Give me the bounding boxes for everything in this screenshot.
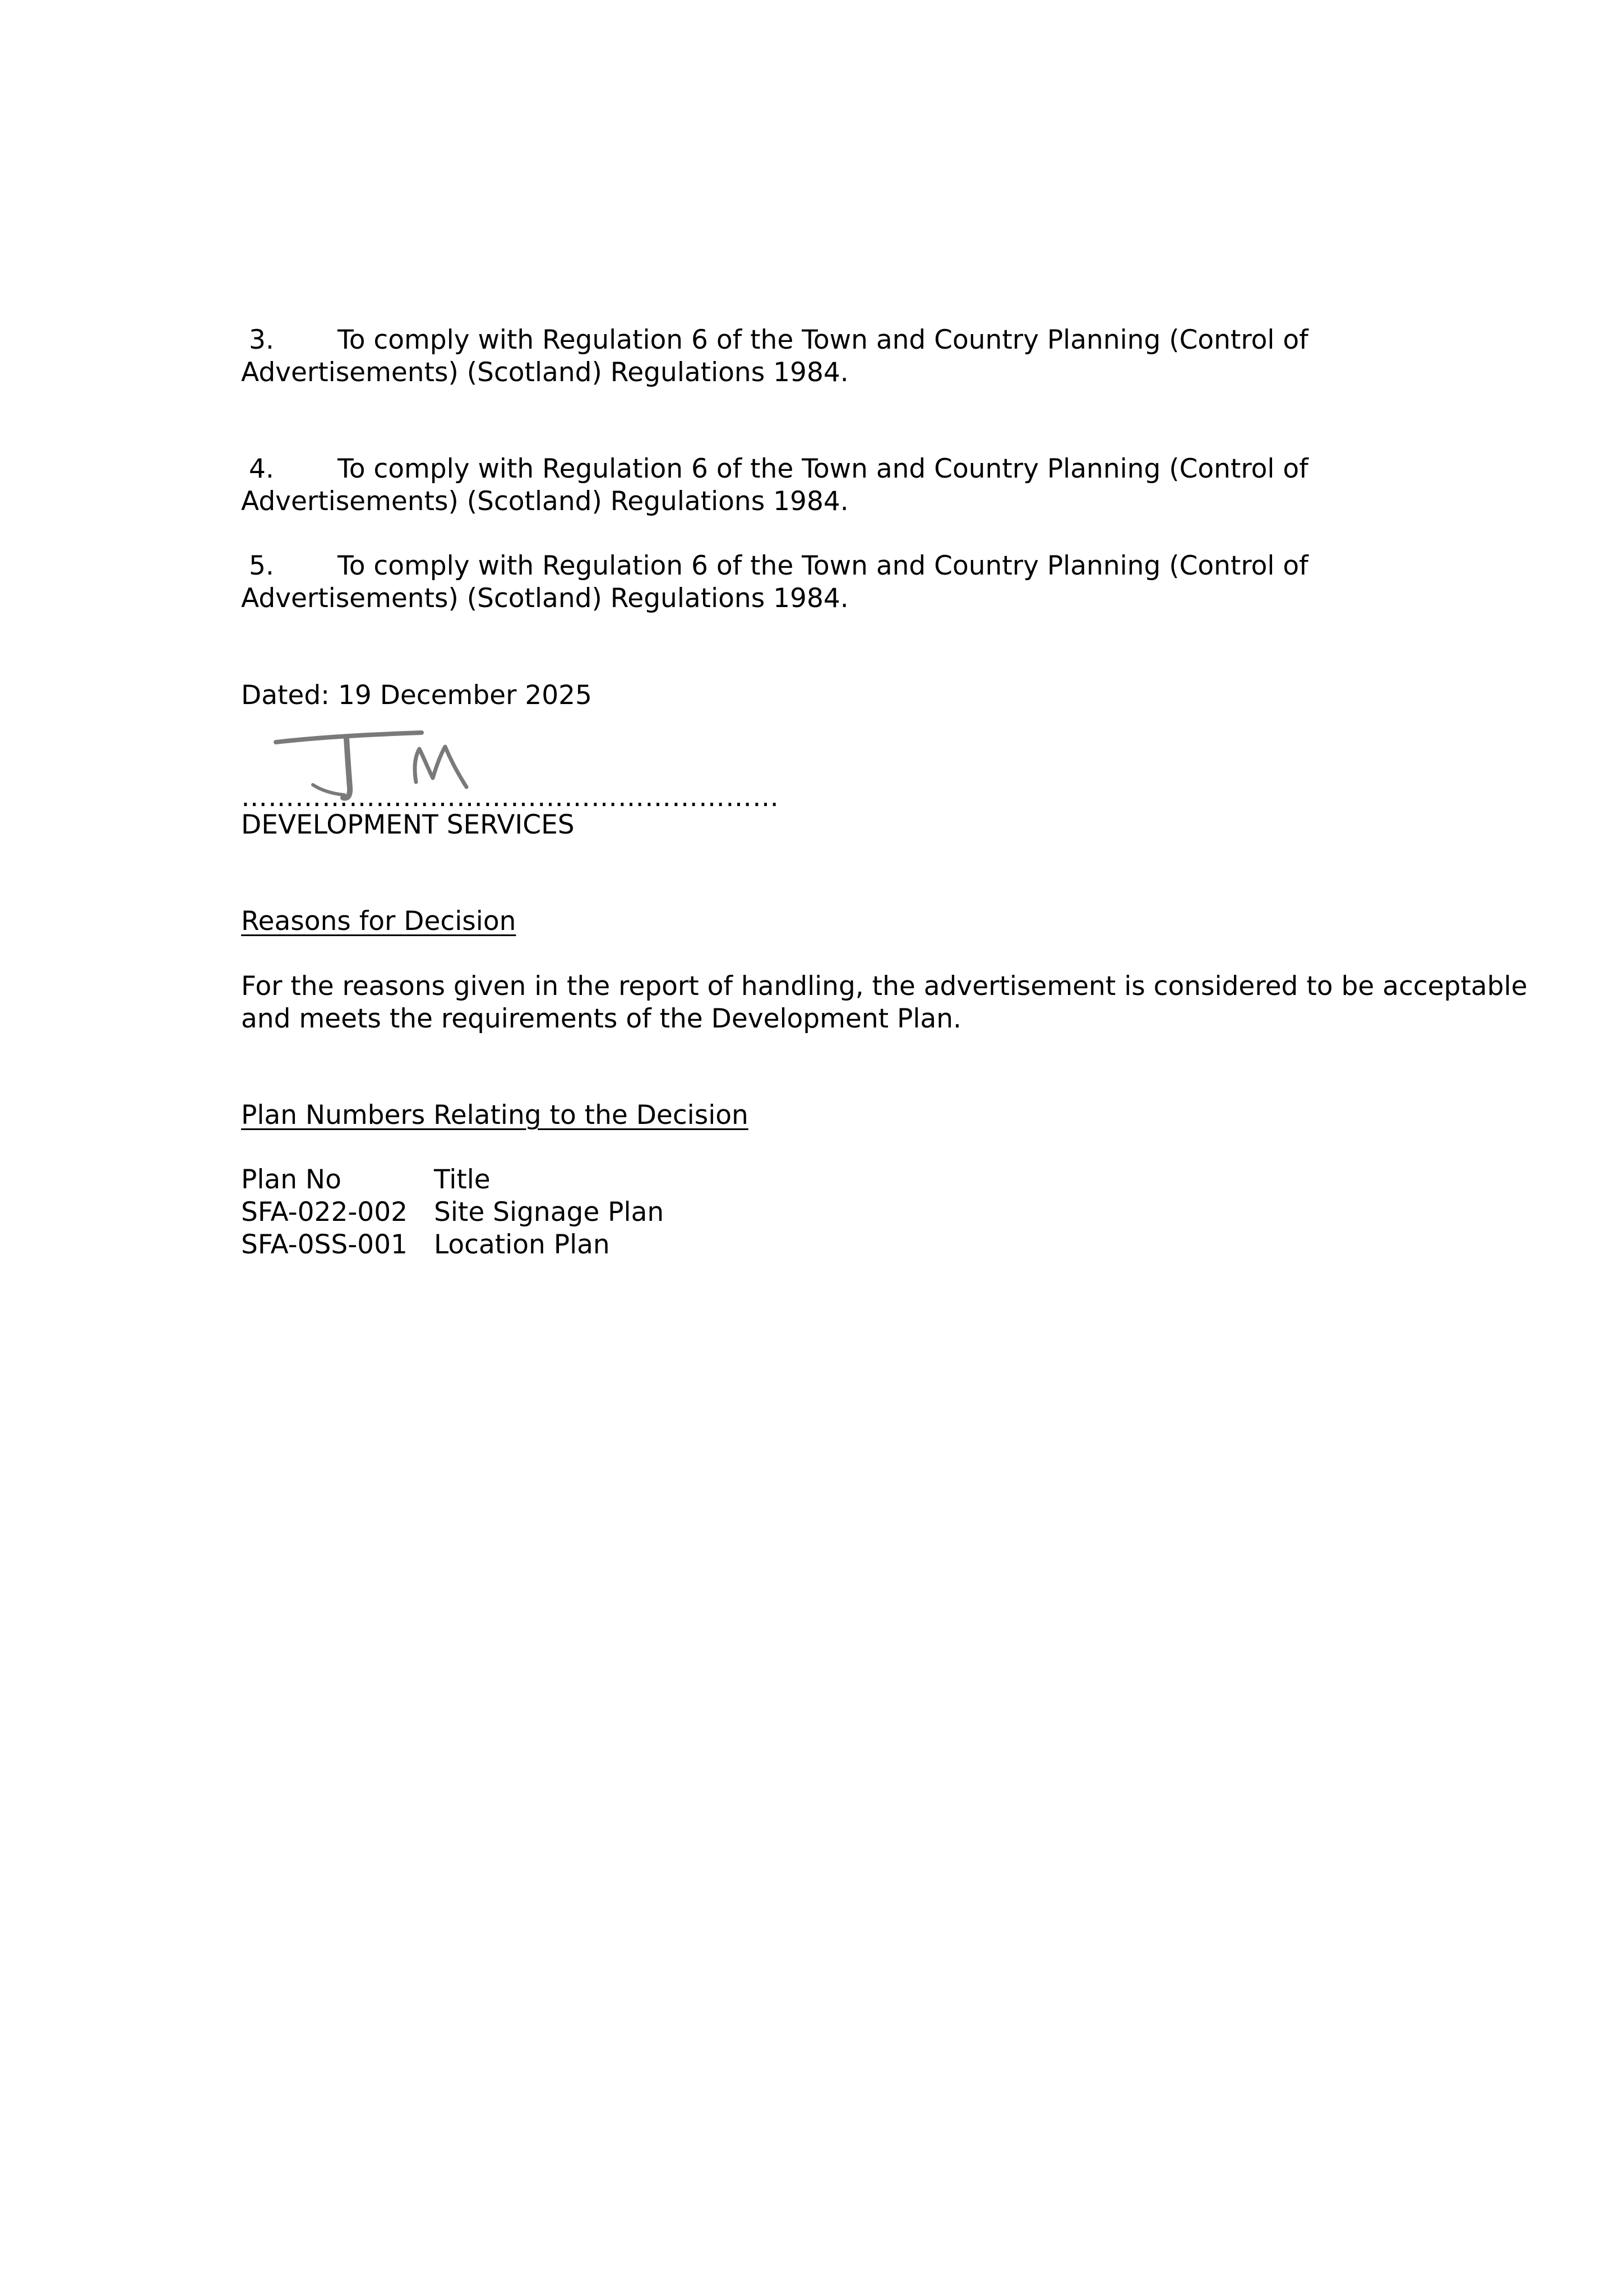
reasons-body — [241, 970, 1528, 1035]
condition-3-line-2: Advertisements) (Scotland) Regulations 1984. — [241, 357, 849, 388]
condition-number: 3. — [249, 325, 274, 355]
dated-line — [241, 679, 1418, 712]
table-header-row — [241, 1164, 664, 1196]
dated-text: Dated: 19 December 2025 — [241, 680, 592, 711]
condition-5-line-1 — [241, 550, 1418, 582]
reasons-heading: Reasons for Decision — [241, 906, 516, 937]
table-row — [241, 1196, 664, 1229]
condition-text: To comply with Regulation 6 of the Town and Country Planning (Control of — [337, 550, 1308, 581]
reasons-section — [241, 905, 1418, 938]
plan-title-cell: Site Signage Plan — [434, 1197, 664, 1228]
condition-number: 4. — [249, 453, 274, 484]
condition-5 — [241, 550, 1418, 615]
condition-3-line-1 — [241, 324, 1418, 357]
column-header-plan-no: Plan No — [241, 1164, 341, 1195]
plans-heading: Plan Numbers Relating to the Decision — [241, 1100, 748, 1131]
condition-text: To comply with Regulation 6 of the Town and Country Planning (Control of — [337, 453, 1308, 484]
plans-section — [241, 1099, 1418, 1132]
signature-line: …………………………………………………… — [241, 782, 779, 813]
plan-number-cell: SFA-0SS-001 — [241, 1229, 408, 1260]
plan-title-cell: Location Plan — [434, 1229, 610, 1260]
column-header-title: Title — [434, 1164, 491, 1195]
plans-table — [241, 1164, 664, 1261]
plan-number-cell: SFA-022-002 — [241, 1197, 408, 1228]
condition-number: 5. — [249, 550, 274, 581]
reasons-text-line-2: and meets the requirements of the Development Plan. — [241, 1003, 961, 1034]
condition-4-line-1 — [241, 453, 1418, 485]
condition-4-line-2: Advertisements) (Scotland) Regulations 1984. — [241, 486, 849, 517]
condition-5-line-2: Advertisements) (Scotland) Regulations 1984. — [241, 583, 849, 614]
condition-text: To comply with Regulation 6 of the Town and Country Planning (Control of — [337, 325, 1308, 355]
reasons-text-line-1: For the reasons given in the report of handling, the advertisement is considered to be acceptable — [241, 971, 1528, 1002]
condition-4 — [241, 453, 1418, 518]
condition-3 — [241, 324, 1418, 389]
department — [241, 809, 1418, 841]
department-text: DEVELOPMENT SERVICES — [241, 809, 575, 840]
table-row — [241, 1229, 664, 1261]
